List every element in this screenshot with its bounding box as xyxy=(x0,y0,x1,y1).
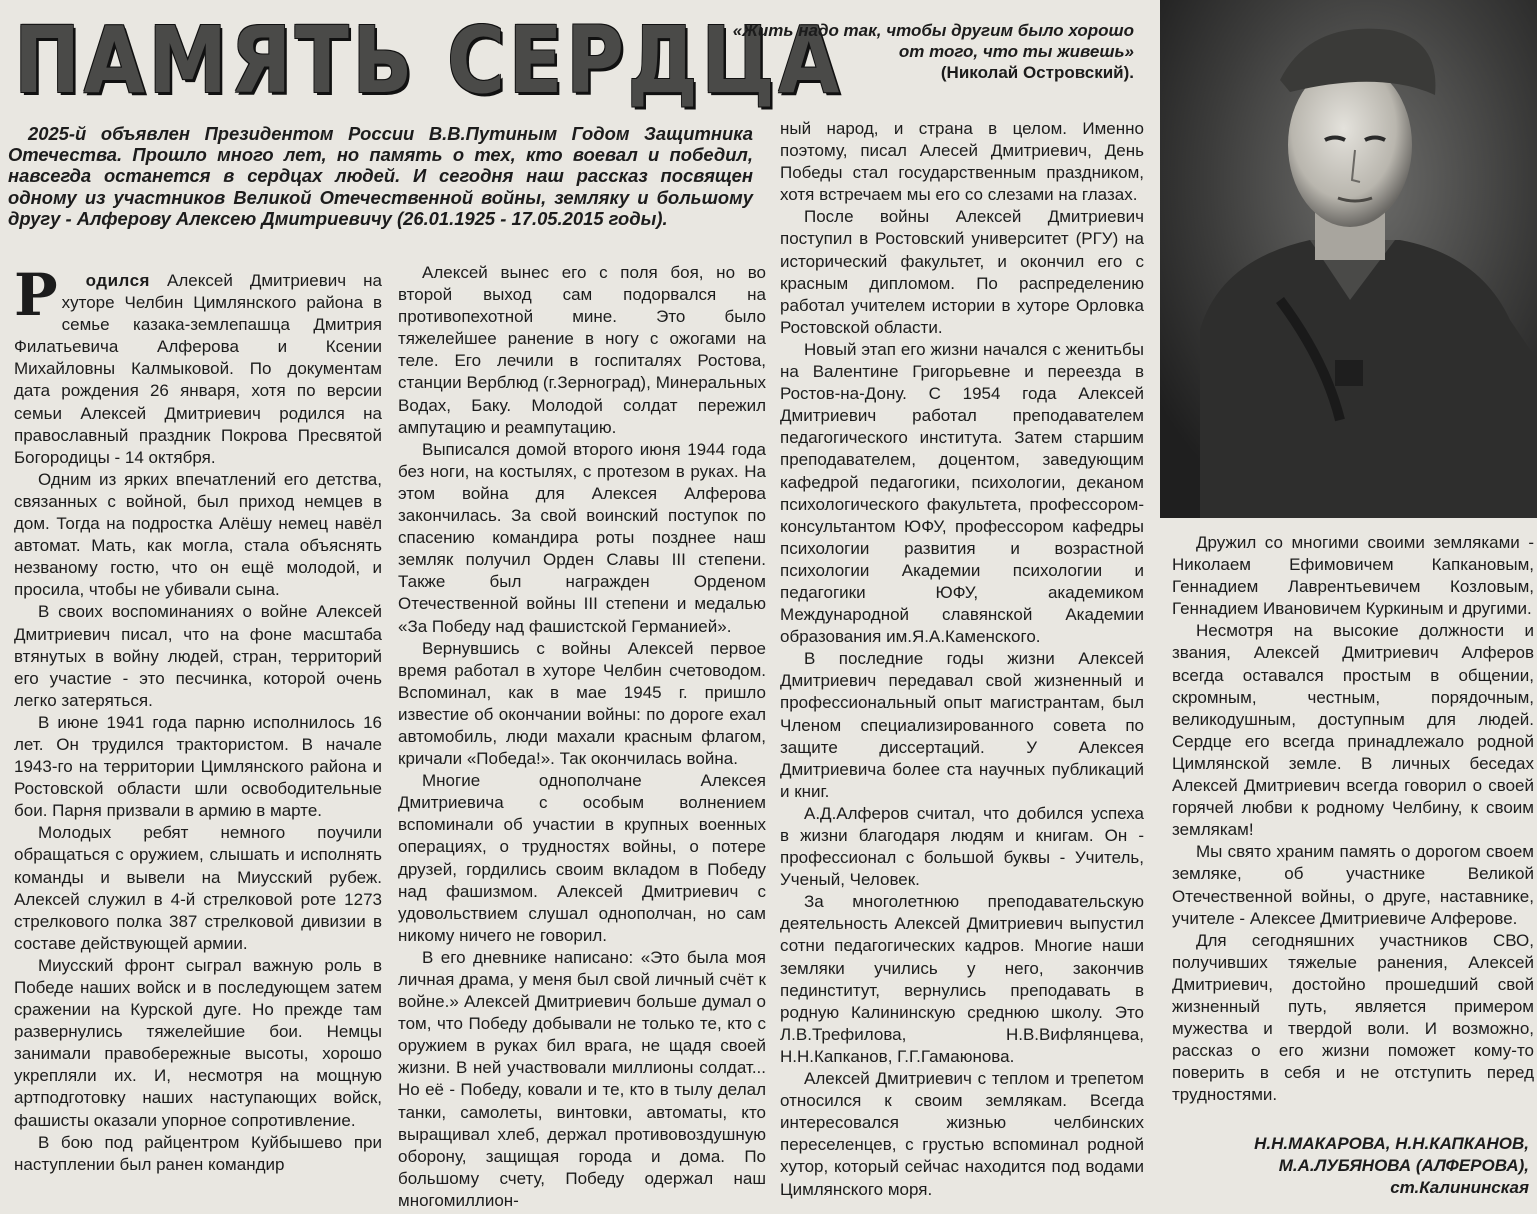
article-column-4 xyxy=(1172,532,1534,1106)
drop-cap: Р xyxy=(14,261,58,329)
epigraph-author: (Николай Островский). xyxy=(940,63,1134,82)
article-column-2 xyxy=(398,262,766,1212)
article-paragraph: Вернувшись с войны Алексей первое время работал в хуторе Челбин счетоводом. Вспоминал, как в мае 1945 г. пришло известие об окончании войны: по дороге ехал автомобиль, люди махали красным флагом, кричали «Победа!». Так окончилась война. xyxy=(398,638,766,769)
article-paragraph: Выписался домой второго июня 1944 года без ноги, на костылях, с протезом в руках. На этом война для Алексея Алферова закончилась. За свой воинский поступок по спасению командира роты позднее наш земляк получил Орден Славы III степени. Также был награжден Орденом Отечественной войны III степени и медалью «За Победу над фашистской Германией». xyxy=(398,439,766,636)
article-paragraph: В его дневнике написано: «Это была моя личная драма, у меня был свой личный счёт к войне.» Алексей Дмитриевич больше думал о том, что Победу добывали не только те, кто с оружием в руках бил врага, не щадя своей жизни. В ней участвовали миллионы солдат... Но её - Победу, ковали и те, кто в тылу делал танки, самолеты, винтовки, автоматы, кто выращивал хлеб, держал противовоздушную оборону, защищая города и дома. По большому счету, Победу одержал наш многомиллион- xyxy=(398,947,766,1210)
article-paragraph: Алексей Дмитриевич с теплом и трепетом относился к своим землякам. Всегда интересовался жизнью челбинских переселенцев, с грустью вспоминал родной хутор, который сейчас находится под водами Цимлянского моря. xyxy=(780,1069,1144,1199)
portrait-illustration xyxy=(1160,0,1537,518)
article-paragraph: Многие однополчане Алексея Дмитриевича с особым волнением вспоминали об участии в крупных военных операциях, о трудностях войны, о потере друзей, гордились своим вкладом в Победу над фашизмом. Алексей Дмитриевич с удовольствием слушал однополчан, но сам никому ничего не говорил. xyxy=(398,771,766,945)
lead-text: 2025-й объявлен Президентом России В.В.Путиным Годом Защитника Отечества. Прошло много лет, но память о тех, кто воевал и победил, навсегда останется в сердцах людей. И сегодня наш рассказ посвящен одному из участников Великой Отечественной войны, земляку и большому другу - Алферову Алексею Дмитриевичу (26.01.1925 - 17.05.2015 годы). xyxy=(8,123,753,229)
article-paragraph: Дружил со многими своими земляками - Николаем Ефимовичем Капкановым, Геннадием Лаврентьевичем Козловым, Геннадием Ивановичем Куркиным и другими. xyxy=(1172,533,1534,619)
article-paragraph: В бою под райцентром Куйбышево при наступлении был ранен командир xyxy=(14,1132,382,1174)
portrait-photo xyxy=(1160,0,1537,518)
article-paragraph: Одним из ярких впечатлений его детства, связанных с войной, был приход немцев в дом. Тогда на подростка Алёшу немец навёл автомат. Мать, как могла, стала объяснять незваному гостю, что он ещё молодой, и просила, чтобы не убивали сына. xyxy=(14,469,382,600)
epigraph xyxy=(730,20,1134,83)
article-paragraph: В своих воспоминаниях о войне Алексей Дмитриевич писал, что на фоне масштаба втянутых в войну людей, стран, территорий его участие - это песчинка, которой очень легко затеряться. xyxy=(14,602,382,710)
signature-place: ст.Калининская xyxy=(1390,1178,1529,1197)
author-signature xyxy=(1169,1133,1529,1199)
epigraph-quote: «Жить надо так, чтобы другим было хорошо от того, что ты живешь» xyxy=(732,21,1134,61)
article-paragraph: Новый этап его жизни начался с женитьбы на Валентине Григорьевне и переезда в Ростов-на-Дону. С 1954 года Алексей Дмитриевич работал преподавателем педагогического института. Затем старшим преподавателем, доцентом, заведующим кафедрой педагогики, психологии, деканом психологического факультета, профессором-консультантом ЮФУ, профессором кафедры психологии развития и возрастной психологии Академии психологии и педагогики ЮФУ, академиком Международной славянской Академии образования им.Я.А.Каменского. xyxy=(780,339,1144,647)
article-column-1 xyxy=(14,261,382,1176)
article-paragraph: Алексей вынес его с поля боя, но во второй выход сам подорвался на противопехотной мине. Это было тяжелейшее ранение в ногу с ожогами на теле. Его лечили в госпиталях Ростова, станции Верблюд (г.Зерноград), Минеральных Водах, Баку. Молодой солдат пережил ампутацию и реампутацию. xyxy=(398,263,766,437)
article-paragraph: Для сегодняшних участников СВО, получивших тяжелые ранения, Алексей Дмитриевич, достойно прошедший свой жизненный путь, является примером мужества и твердой воли. И возможно, рассказ о его жизни поможет кому-то поверить в себя и не отступить перед трудностями. xyxy=(1172,930,1534,1105)
article-paragraph: Молодых ребят немного поучили обращаться с оружием, слышать и исполнять команды и вывели на Миусский рубеж. Алексей служил в 4-й стрелковой роте 1273 стрелкового полка 387 стрелковой дивизии в составе действующей армии. xyxy=(14,823,382,953)
signature-line: Н.Н.МАКАРОВА, Н.Н.КАПКАНОВ, xyxy=(1254,1134,1529,1153)
article-paragraph: За многолетнюю преподавательскую деятельность Алексей Дмитриевич выпустил сотни педагогических кадров. Многие наши земляки учились у него, закончив пединститут, вернулись преподавать в родную Калининскую среднюю школу. Это Л.В.Трефилова, Н.В.Вифлянцева, Н.Н.Капканов, Г.Г.Гамаюнова. xyxy=(780,892,1144,1066)
article-paragraph: Несмотря на высокие должности и звания, Алексей Дмитриевич Алферов всегда оставался простым в общении, скромным, честным, порядочным, великодушным, доступным для людей. Сердце его всегда принадлежало родной Цимлянской земле. В личных беседах Алексей Дмитриевич всегда говорил о своей горячей любви к родному Челбину, к своим землякам! xyxy=(1172,621,1534,840)
article-paragraph: В последние годы жизни Алексей Дмитриевич передавал свой жизненный и профессиональный опыт магистрантам, был Членом специализированного совета по защите диссертаций. У Алексея Дмитриевича более ста научных публикаций и книг. xyxy=(780,649,1144,801)
article-paragraph: А.Д.Алферов считал, что добился успеха в жизни благодаря людям и книгам. Он - профессионал с большой буквы - Учитель, Ученый, Человек. xyxy=(780,803,1144,890)
paragraph-text: Алексей Дмитриевич на хуторе Челбин Цимлянского района в семье казака-землепашца Дмитрия Филатьевича Алферова и Ксении Михайловны Калмыковой. По документам дата рождения 26 января, хотя по версии семьи Алексей Дмитриевич родился на православный праздник Покрова Пресвятой Богородицы - 14 октября. xyxy=(14,271,382,467)
article-paragraph: В июне 1941 года парню исполнилось 16 лет. Он трудился трактористом. В начале 1943-го на территории Цимлянского района и Ростовской области шли освободительные бои. Парня призвали в армию в марте. xyxy=(14,712,382,821)
lead-paragraph xyxy=(8,123,753,229)
article-paragraph: После войны Алексей Дмитриевич поступил в Ростовский университет (РГУ) на исторический факультет, и окончил его с красным дипломом. По распределению работал учителем истории в хуторе Орловка Ростовской области. xyxy=(780,207,1144,337)
article-paragraph: Миусский фронт сыграл важную роль в Победе наших войск и в последующем затем сражении на Курской дуге. Но прежде там развернулись тяжелейшие бои. Немцы занимали правобережные высоты, хорошо укрепляли их. И, несмотря на мощную артподготовку наших наступающих войск, фашисты оказали упорное сопротивление. xyxy=(14,955,382,1130)
headline: ПАМЯТЬ СЕРДЦА xyxy=(14,7,843,114)
article-column-3 xyxy=(780,118,1144,1201)
article-paragraph: Мы свято храним память о дорогом своем земляке, об участнике Великой Отечественной войны, о друге, наставнике, учителе - Алексее Дмитриевиче Алферове. xyxy=(1172,842,1534,928)
article-paragraph xyxy=(14,261,382,469)
article-paragraph: ный народ, и страна в целом. Именно поэтому, писал Алесей Дмитриевич, День Победы стал государственным праздником, хотя встречаем мы его со слезами на глазах. xyxy=(780,119,1144,205)
first-word: одился xyxy=(85,271,150,290)
signature-line: М.А.ЛУБЯНОВА (АЛФЕРОВА), xyxy=(1278,1156,1529,1175)
